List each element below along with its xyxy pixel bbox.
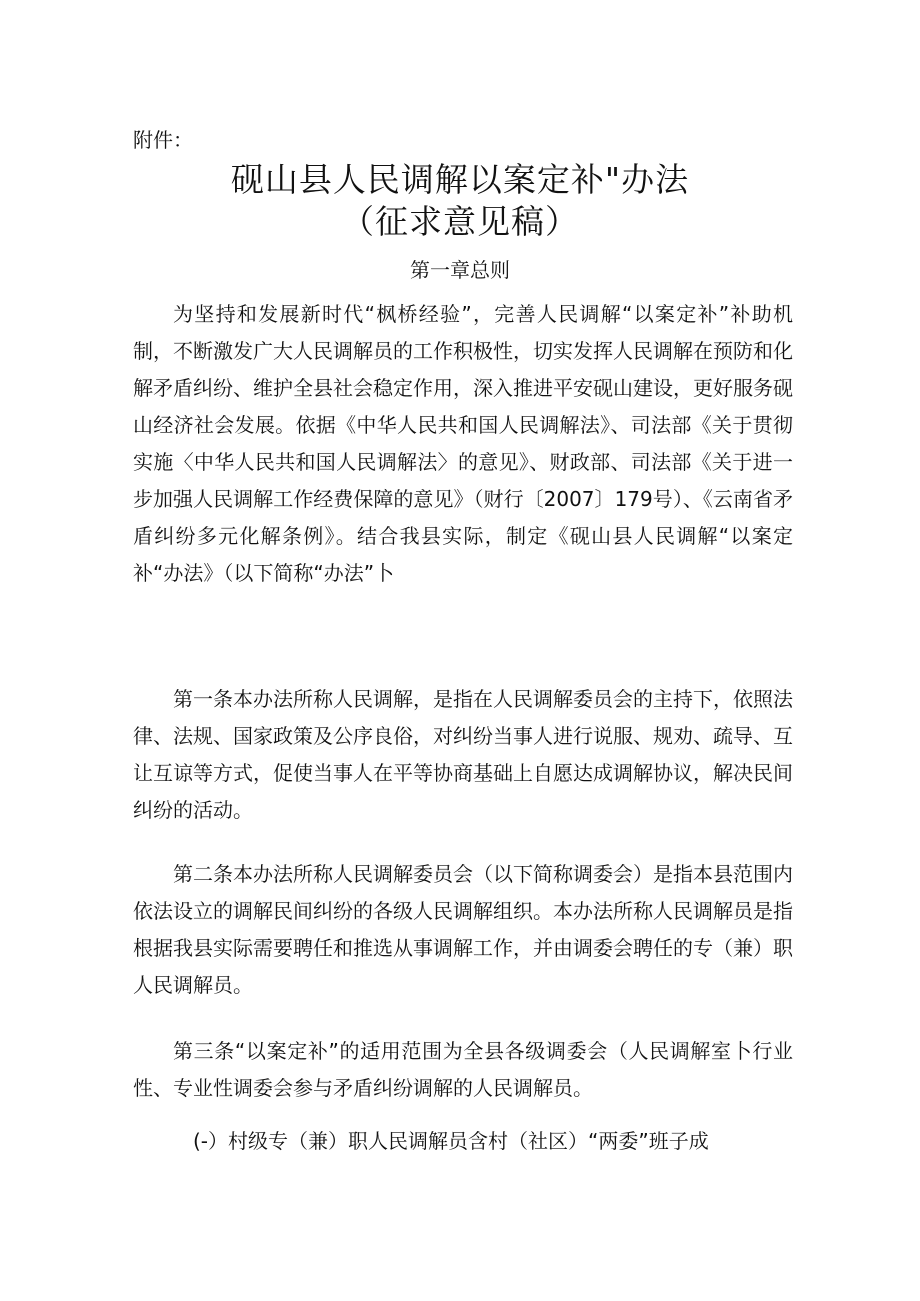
- article-2-paragraph: 第二条本办法所称人民调解委员会（以下简称调委会）是指本县范围内依法设立的调解民间纠纷的各级人民调解组织。本办法所称人民调解员是指根据我县实际需要聘任和推选从事调解工作，并由调委会聘任的专（兼）职人民调解员。: [133, 862, 793, 997]
- article-3-item-1-paragraph: (-）村级专（兼）职人民调解员含村（社区）“两委”班子成: [193, 1129, 709, 1153]
- document-title: 砚山县人民调解以案定补"办法: [230, 160, 690, 199]
- article-1-paragraph: 第一条本办法所称人民调解，是指在人民调解委员会的主持下，依照法律、法规、国家政策及公序良俗，对纠纷当事人进行说服、规劝、疏导、互让互谅等方式，促使当事人在平等协商基础上自愿达成调解协议，解决民间纠纷的活动。: [133, 687, 793, 822]
- document-subtitle: （征求意见稿）: [341, 202, 579, 241]
- chapter-heading: 第一章总则: [410, 258, 510, 282]
- attachment-label: 附件：: [133, 128, 193, 152]
- article-3-paragraph: 第三条“以案定补”的适用范围为全县各级调委会（人民调解室卜行业性、专业性调委会参与矛盾纠纷调解的人民调解员。: [133, 1039, 793, 1100]
- preamble-paragraph: 为坚持和发展新时代“枫桥经验”，完善人民调解“以案定补”补助机制，不断激发广大人民调解员的工作积极性，切实发挥人民调解在预防和化解矛盾纠纷、维护全县社会稳定作用，深入推进平安砚山建设，更好服务砚山经济社会发展。依据《中华人民共和国人民调解法》、司法部《关于贯彻实施〈中华人民共和国人民调解法〉的意见》、财政部、司法部《关于进一步加强人民调解工作经费保障的意见》（财行〔2007〕179号）、《云南省矛盾纠纷多元化解条例》。结合我县实际，制定《砚山县人民调解“以案定补“办法》（以下简称“办法”卜: [133, 302, 793, 585]
